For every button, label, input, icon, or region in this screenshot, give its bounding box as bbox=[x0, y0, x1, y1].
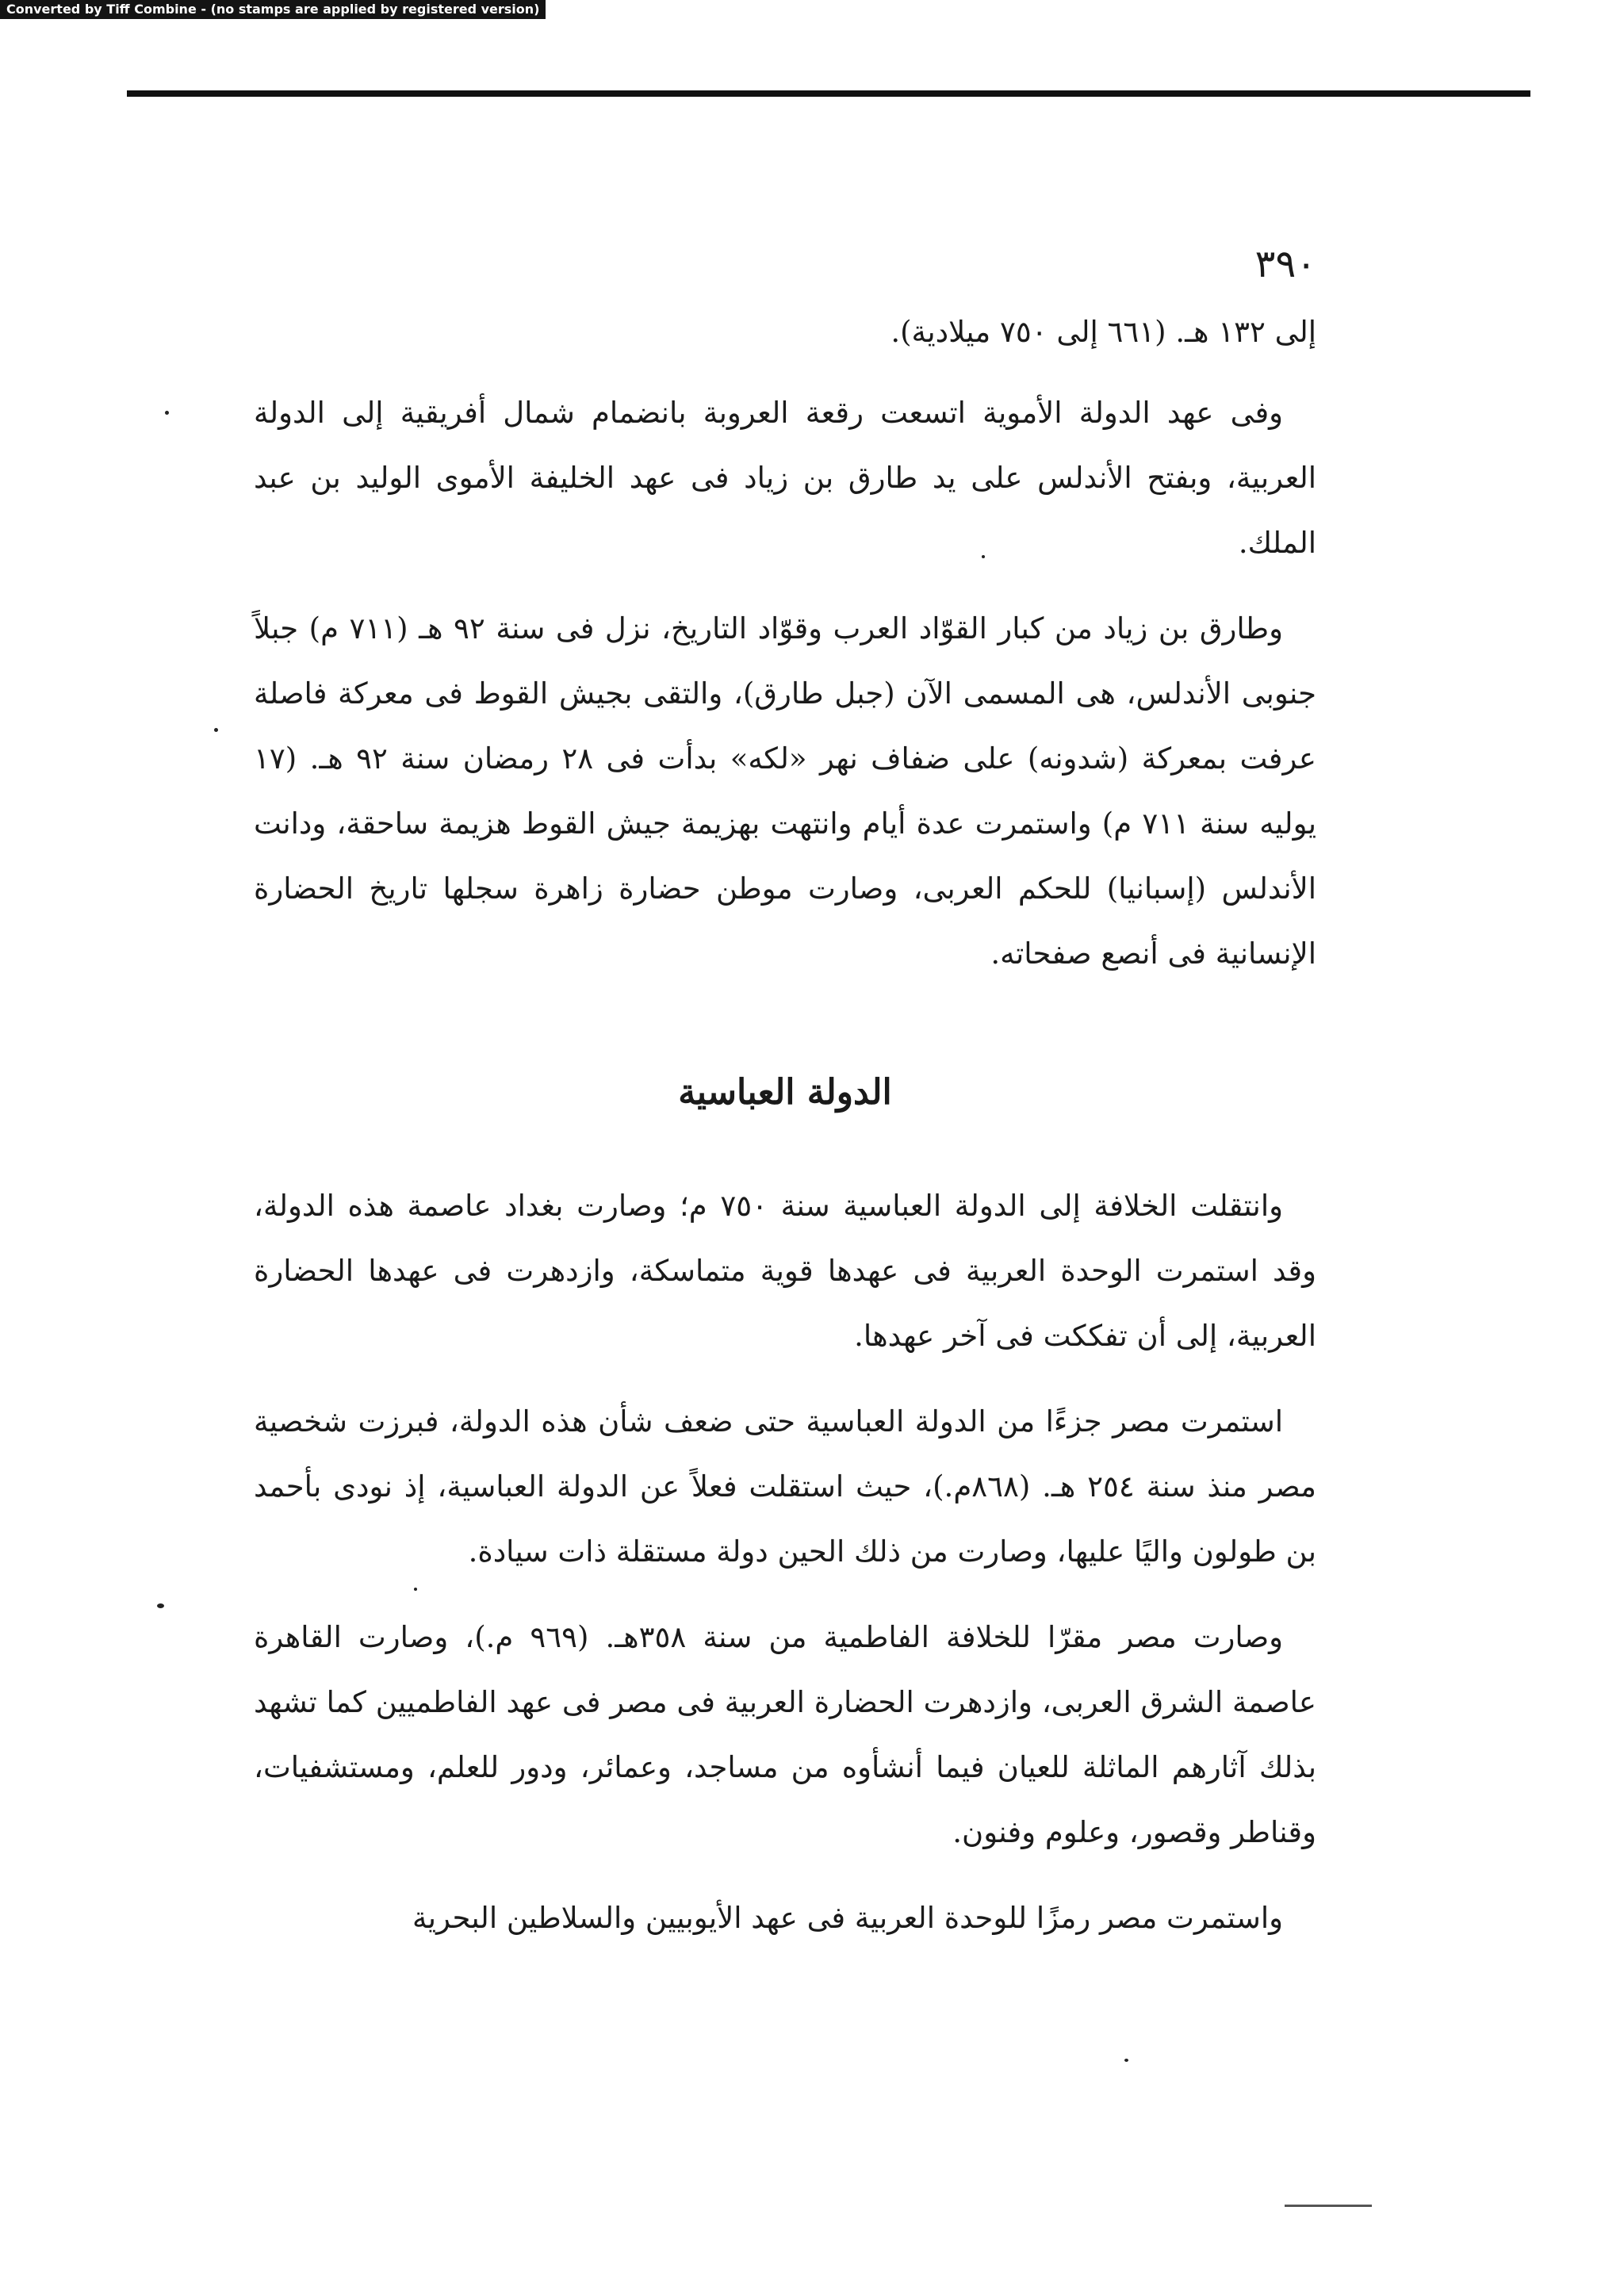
page-number: ٣٩٠ bbox=[1254, 242, 1316, 286]
scan-speck bbox=[414, 1588, 417, 1591]
scan-speck bbox=[1124, 2059, 1128, 2062]
scan-speck bbox=[157, 1603, 164, 1608]
paragraph: وصارت مصر مقرّا للخلافة الفاطمية من سنة ٣٥٨هـ. (٩٦٩ م.)، وصارت القاهرة عاصمة الشرق العربى، وازدهرت الحضارة العربية فى مصر فى عهد الفاطميين كما تشهد بذلك آثارهم الماثلة للعيان فيما أنشأوه من مساجد، وعمائر، ودور للعلم، ومستشفيات، وقناطر وقصور، وعلوم وفنون. bbox=[254, 1620, 1316, 1849]
section-heading: الدولة العباسية bbox=[678, 1072, 892, 1113]
scan-speck bbox=[214, 728, 218, 732]
converter-banner: Converted by Tiff Combine - (no stamps are applied by registered version) bbox=[0, 0, 546, 19]
paragraph: واستمرت مصر رمزًا للوحدة العربية فى عهد الأيوبيين والسلاطين البحرية bbox=[412, 1901, 1283, 1935]
footer-mark bbox=[1285, 2205, 1372, 2207]
paragraph-continuation: إلى ١٣٢ هـ. (٦٦١ إلى ٧٥٠ ميلادية). bbox=[891, 315, 1316, 349]
scan-speck bbox=[982, 555, 985, 558]
paragraph: وانتقلت الخلافة إلى الدولة العباسية سنة ٧٥٠ م؛ وصارت بغداد عاصمة هذه الدولة، وقد استمرت الوحدة العربية فى عهدها قوية متماسكة، وازدهرت فى عهدها الحضارة العربية، إلى أن تفككت فى آخر عهدها. bbox=[254, 1189, 1316, 1353]
paragraph: وفى عهد الدولة الأموية اتسعت رقعة العروبة بانضمام شمال أفريقية إلى الدولة العربية، وبفتح الأندلس على يد طارق بن زياد فى عهد الخليفة الأموى الوليد بن عبد الملك. bbox=[254, 396, 1316, 560]
scan-speck bbox=[165, 411, 169, 415]
page-body bbox=[254, 300, 1316, 1971]
paragraph: استمرت مصر جزءًا من الدولة العباسية حتى ضعف شأن هذه الدولة، فبرزت شخصية مصر منذ سنة ٢٥٤ هـ. (٨٦٨م.)، حيث استقلت فعلاً عن الدولة العباسية، إذ نودى بأحمد بن طولون واليًا عليها، وصارت من ذلك الحين دولة مستقلة ذات سيادة. bbox=[254, 1404, 1317, 1569]
header-rule bbox=[127, 90, 1530, 97]
paragraph: وطارق بن زياد من كبار القوّاد العرب وقوّاد التاريخ، نزل فى سنة ٩٢ هـ (٧١١ م) جبلاً جنوبى الأندلس، هى المسمى الآن (جبل طارق)، والتقى بجيش القوط فى معركة فاصلة عرفت بمعركة (شدونه) على ضفاف نهر «لكه» بدأت فى ٢٨ رمضان سنة ٩٢ هـ. (١٧ يوليه سنة ٧١١ م) واستمرت عدة أيام وانتهت بهزيمة جيش القوط هزيمة ساحقة، ودانت الأندلس (إسبانيا) للحكم العربى، وصارت موطن حضارة زاهرة سجلها تاريخ الحضارة الإنسانية فى أنصع صفحاته. bbox=[254, 611, 1316, 971]
